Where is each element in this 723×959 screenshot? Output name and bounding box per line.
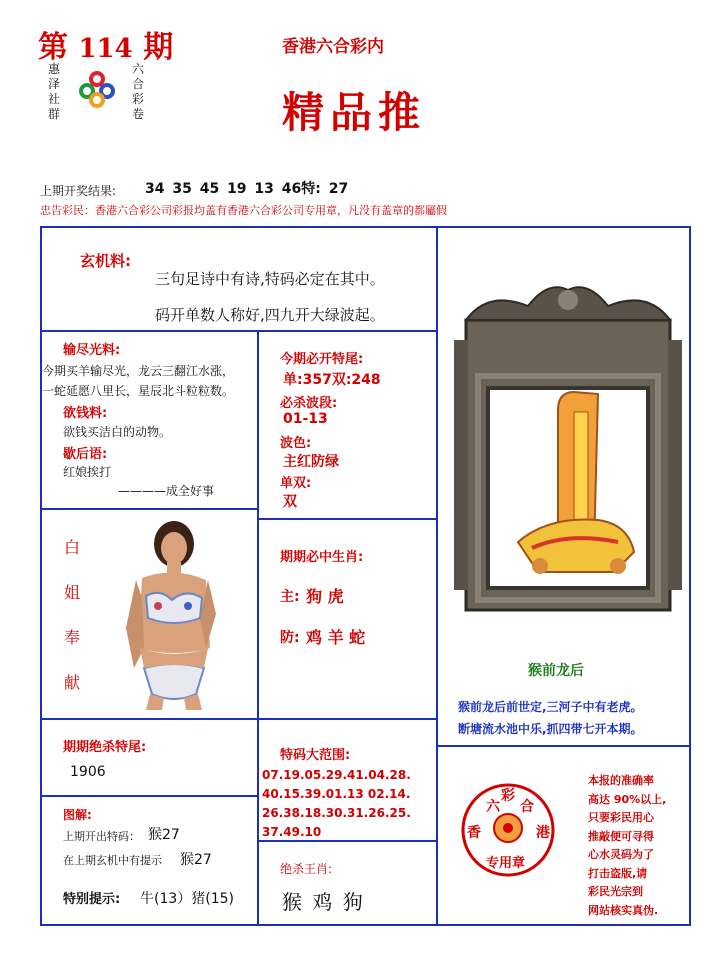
accuracy-line3: 只要彩民用心 — [588, 811, 654, 824]
stamp-top-center: 彩 — [501, 788, 515, 804]
baijie-char-1: 白 — [64, 538, 81, 557]
shengxiao-main-value: 狗 虎 — [306, 587, 344, 606]
accuracy-line8: 网站核实真伪. — [588, 903, 659, 917]
accuracy-line5: 心水灵码为了 — [588, 848, 654, 861]
fanwei-label: 特码大范围: — [280, 748, 351, 763]
lottery-logo-icon — [78, 70, 116, 108]
bosha-label: 必杀波段: — [280, 396, 338, 411]
bose-text: 主红防绿 — [283, 454, 339, 470]
results-numbers: 34 35 45 19 13 46特: 27 — [145, 181, 349, 197]
woman-photo — [112, 518, 222, 710]
bosha-text: 01-13 — [283, 411, 328, 427]
shengxiao-fang-value: 鸡 羊 蛇 — [306, 628, 366, 647]
issue-suffix: 期 — [143, 30, 174, 65]
tebie-label: 特别提示: — [63, 892, 121, 907]
yuqian-label: 欲钱料: — [63, 406, 108, 421]
framed-picture — [448, 280, 688, 620]
left-vertical-text: 惠泽社群 — [48, 62, 61, 121]
wang-label: 绝杀王肖: — [280, 862, 333, 876]
fanwei-numbers — [262, 766, 411, 842]
issue-number: 114 — [78, 34, 133, 64]
picture-caption: 猴前龙后 — [528, 663, 584, 679]
brand-line: 香港六合彩内 — [282, 37, 384, 57]
tebie-value: 牛(13）猪(15) — [140, 891, 235, 907]
tema-weishu-label: 今期必开特尾: — [280, 352, 364, 367]
notice-text: 忠告彩民：香港六合彩公司彩报均盖有香港六合彩公司专用章，凡没有盖章的都屬假 — [40, 204, 447, 217]
picture-poem-line1: 猴前龙后前世定,三河子中有老虎。 — [458, 700, 643, 714]
shengxiao-main-label: 主: — [280, 589, 300, 605]
divider-under-juesha — [40, 795, 259, 797]
juesha-value: 1906 — [70, 764, 106, 780]
issue-prefix: 第 — [38, 30, 68, 65]
logo-ring-red — [91, 73, 103, 85]
divider-under-xiehouyu — [40, 508, 259, 510]
main-title: 精品推 — [282, 88, 427, 137]
fanwei-line2: 40.15.39.01.13 02.14. — [262, 787, 411, 801]
fanwei-line4: 37.49.10 — [262, 825, 322, 839]
shengxiao-label: 期期必中生肖: — [280, 550, 364, 565]
accuracy-line6: 打击盗版,请 — [588, 866, 648, 880]
divider-under-xuanji — [40, 330, 438, 332]
stamp-top-right: 合 — [520, 799, 534, 815]
accuracy-line2: 高达 90%以上, — [588, 792, 667, 806]
tujie-label: 图解: — [63, 808, 92, 822]
right-vertical-text: 六合彩卷 — [132, 62, 145, 121]
divider-left-column — [257, 330, 259, 926]
danshuang-label: 单双: — [280, 476, 312, 491]
baijie-char-2: 姐 — [64, 583, 81, 602]
issue-number-line — [38, 22, 173, 66]
picture-poem-line2: 断塘流水池中乐,抓四带七开本期。 — [458, 722, 643, 736]
shujin-line1: 今期买羊输尽光，龙云三翻江水涨， — [42, 364, 235, 378]
xuanji-line1: 三句足诗中有诗,特码必定在其中。 — [155, 270, 385, 288]
yuqian-text: 欲钱买洁白的动物。 — [63, 425, 172, 439]
divider-under-danshuang — [257, 518, 438, 520]
shengxiao-fang-label: 防: — [280, 630, 300, 646]
danshuang-text: 双 — [283, 494, 297, 510]
tujie-row1-label: 上期开出特码： — [63, 830, 140, 843]
xiehouyu-text: 红娘挨打 — [63, 465, 112, 479]
results-label: 上期开奖结果: — [40, 184, 117, 198]
tujie-row1-value: 猴27 — [148, 827, 180, 843]
logo-ring-orange — [91, 94, 103, 106]
xiehouyu-label: 歇后语: — [63, 447, 108, 462]
baijie-char-3: 奉 — [64, 628, 81, 647]
xiehouyu-answer: ————成全好事 — [118, 484, 215, 498]
stamp-bottom: 专用章 — [486, 856, 526, 871]
bose-label: 波色: — [280, 436, 312, 451]
baijie-char-4: 献 — [64, 673, 81, 692]
stamp-top-left: 六 — [486, 799, 500, 815]
stamp-mid-left: 香 — [467, 825, 481, 841]
divider-under-photo — [40, 718, 438, 720]
tujie-row2-label: 在上期玄机中有提示 — [63, 854, 162, 867]
divider-under-poem — [436, 745, 691, 747]
shujin-label: 输尽光料: — [63, 343, 121, 358]
wang-value: 猴 鸡 狗 — [282, 890, 365, 914]
fanwei-line3: 26.38.18.30.31.26.25. — [262, 806, 411, 820]
accuracy-line7: 彩民光宗到 — [588, 885, 643, 898]
tujie-row2-value: 猴27 — [180, 852, 212, 868]
accuracy-line1: 本报的准确率 — [588, 774, 654, 787]
stamp-mid-right: 港 — [536, 825, 550, 841]
tema-weishu-text: 单:357双:248 — [283, 372, 381, 388]
juesha-label: 期期绝杀特尾: — [63, 740, 147, 755]
xuanji-label: 玄机料: — [80, 252, 131, 270]
shujin-line2: 一蛇延愿八里长，星辰北斗粒粒数。 — [42, 384, 235, 398]
xuanji-line2: 码开单数人称好,四九开大绿波起。 — [155, 306, 385, 324]
baijie-label — [64, 525, 80, 705]
accuracy-line4: 推敲便可寻得 — [588, 829, 654, 843]
accuracy-text — [588, 772, 666, 920]
fanwei-line1: 07.19.05.29.41.04.28. — [262, 768, 411, 782]
